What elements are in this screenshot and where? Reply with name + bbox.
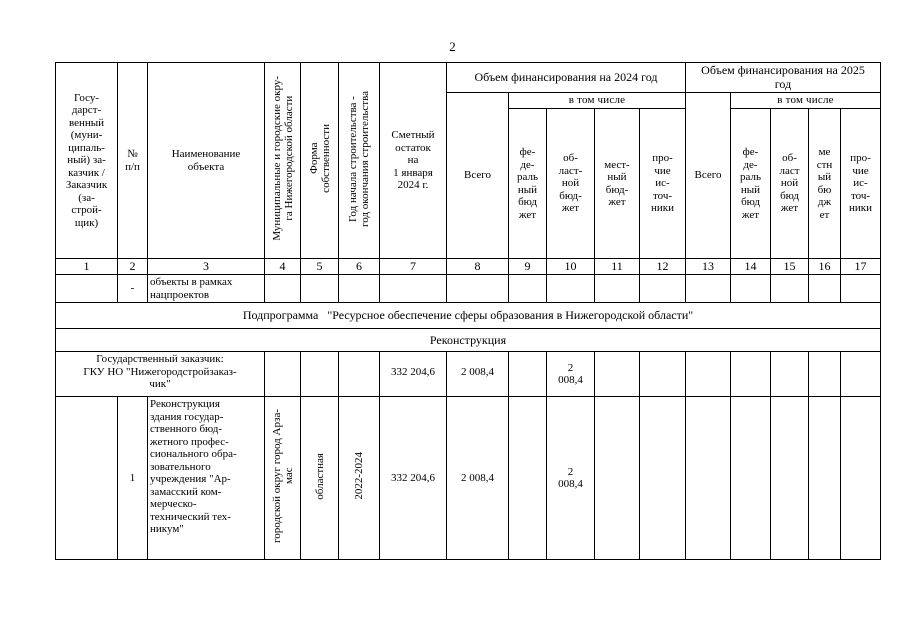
column-number: 5 xyxy=(301,259,339,275)
column-number: 13 xyxy=(686,259,731,275)
column-number: 16 xyxy=(809,259,841,275)
column-number: 6 xyxy=(339,259,380,275)
header-other-2024: про- чие ис- точ- ники xyxy=(640,109,686,259)
header-customer: Госу- дарст- венный (муни- ципаль- ный) за- казчик / Заказчик (за- строй- щик) xyxy=(56,63,118,259)
customer-total-2024: 2 008,4 xyxy=(447,352,509,397)
object-total-2024: 2 008,4 xyxy=(447,397,509,560)
object-estimate: 332 204,6 xyxy=(380,397,447,560)
header-total-2024: Всего xyxy=(447,93,509,259)
object-num: 1 xyxy=(118,397,148,560)
object-regional-2024: 2 008,4 xyxy=(547,397,595,560)
header-regional-2024: об- ласт- ной бюд- жет xyxy=(547,109,595,259)
column-number: 11 xyxy=(595,259,640,275)
header-regional-2025: об- ласт ной бюд жет xyxy=(771,109,809,259)
column-numbers-row xyxy=(56,259,881,275)
header-local-2024: мест- ный бюд- жет xyxy=(595,109,640,259)
column-number: 10 xyxy=(547,259,595,275)
object-name: Реконструкция здания государ- ственного бюд- жетного профес- сионального обра- зовательного учреждения "Ар- замасский ком- мерческо- технический тех- никум" xyxy=(148,397,265,560)
header-fin-2024: Объем финансирования на 2024 год xyxy=(447,63,686,93)
header-local-2025: ме стн ый бю дж ет xyxy=(809,109,841,259)
header-ownership: Форма собственности xyxy=(301,63,339,259)
row-object xyxy=(56,397,881,560)
row-national-projects xyxy=(56,275,881,303)
row-name: объекты в рамках нацпроектов xyxy=(148,275,265,303)
section-title: Реконструкция xyxy=(56,329,881,352)
header-including-2024: в том числе xyxy=(509,93,686,109)
column-number: 15 xyxy=(771,259,809,275)
column-number: 14 xyxy=(731,259,771,275)
header-federal-2025: фе- де- раль ный бюд жет xyxy=(731,109,771,259)
column-number: 1 xyxy=(56,259,118,275)
column-number: 12 xyxy=(640,259,686,275)
header-num: № п/п xyxy=(118,63,148,259)
page-number: 2 xyxy=(449,39,456,54)
column-number: 7 xyxy=(380,259,447,275)
column-number: 9 xyxy=(509,259,547,275)
header-fin-2025: Объем финансирования на 2025 год xyxy=(686,63,881,93)
financing-table xyxy=(55,62,881,560)
row-num: - xyxy=(118,275,148,303)
header-years: Год начала строительства - год окончания строительства xyxy=(339,63,380,259)
header-object-name: Наименование объекта xyxy=(148,63,265,259)
object-ownership: областная xyxy=(301,397,339,560)
column-number: 17 xyxy=(841,259,881,275)
header-other-2025: про- чие ис- точ- ники xyxy=(841,109,881,259)
object-municipality: городской округ город Арза- мас xyxy=(265,397,301,560)
customer-label: Государственный заказчик: ГКУ НО "Нижегородстройзаказ- чик" xyxy=(56,352,265,397)
column-number: 2 xyxy=(118,259,148,275)
object-years: 2022-2024 xyxy=(339,397,380,560)
customer-estimate: 332 204,6 xyxy=(380,352,447,397)
subprogram-title: Подпрограмма "Ресурсное обеспечение сферы образования в Нижегородской области" xyxy=(56,303,881,329)
header-including-2025: в том числе xyxy=(731,93,881,109)
header-federal-2024: фе- де- раль ный бюд жет xyxy=(509,109,547,259)
column-number: 8 xyxy=(447,259,509,275)
column-number: 4 xyxy=(265,259,301,275)
header-municipality: Муниципальные и городские окру- га Нижегородской области xyxy=(265,63,301,259)
header-total-2025: Всего xyxy=(686,93,731,259)
row-customer xyxy=(56,352,881,397)
customer-regional-2024: 2 008,4 xyxy=(547,352,595,397)
column-number: 3 xyxy=(148,259,265,275)
header-estimate: Сметный остаток на 1 января 2024 г. xyxy=(380,63,447,259)
